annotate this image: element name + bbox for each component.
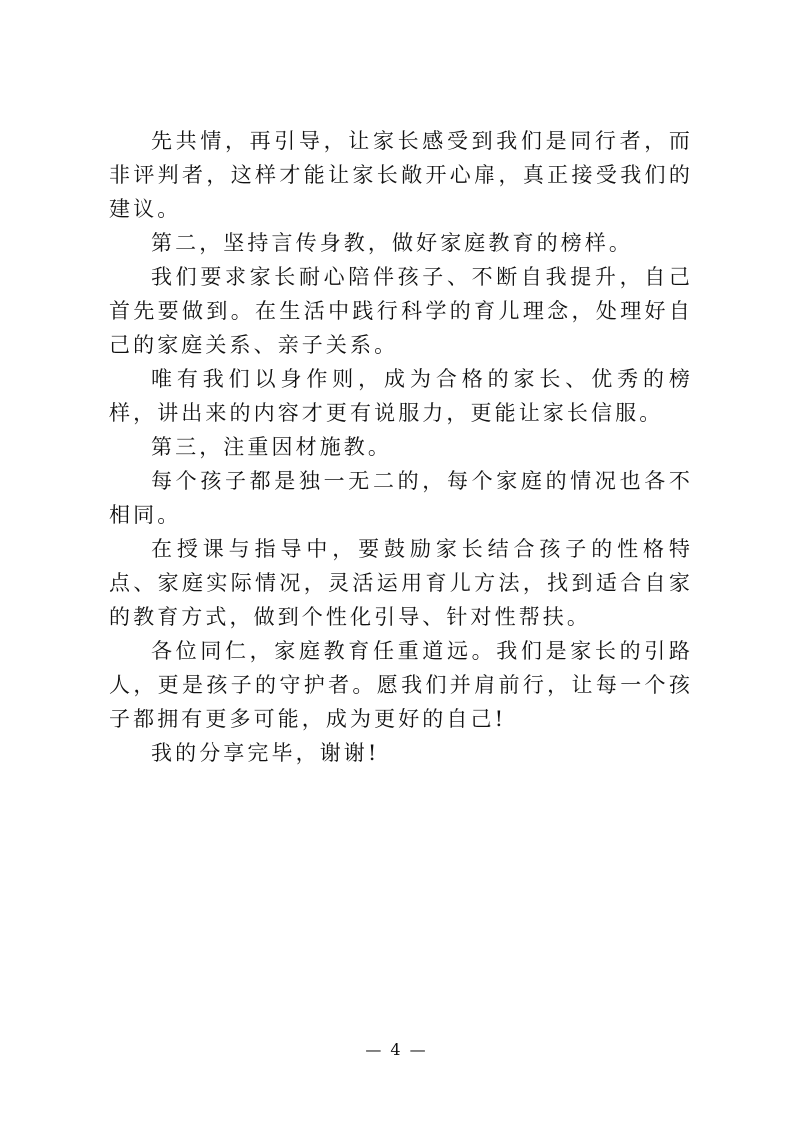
paragraph-personalized-guidance: 在授课与指导中，要鼓励家长结合孩子的性格特点、家庭实际情况，灵活运用育儿方法，找到适合自家的教育方式，做到个性化引导、针对性帮扶。 [109, 537, 693, 629]
paragraph-unique-children: 每个孩子都是独一无二的，每个家庭的情况也各不相同。 [109, 469, 693, 527]
paragraph-lead-by-example: 唯有我们以身作则，成为合格的家长、优秀的榜样，讲出来的内容才更有说服力，更能让家长信服。 [109, 367, 693, 425]
paragraph-point-two-heading: 第二，坚持言传身教，做好家庭教育的榜样。 [151, 231, 633, 255]
paragraph-parents-requirements: 我们要求家长耐心陪伴孩子、不断自我提升，自己首先要做到。在生活中践行科学的育儿理念，处理好自己的家庭关系、亲子关系。 [109, 265, 693, 357]
page-number: — 4 — [365, 1040, 428, 1059]
paragraph-closing-appeal: 各位同仁，家庭教育任重道远。我们是家长的引路人，更是孩子的守护者。愿我们并肩前行，让每一个孩子都拥有更多可能，成为更好的自己! [109, 639, 693, 731]
document-body [109, 124, 693, 770]
paragraph-thanks: 我的分享完毕，谢谢! [151, 741, 380, 765]
paragraph-empathy-first: 先共情，再引导，让家长感受到我们是同行者，而非评判者，这样才能让家长敞开心扉，真正接受我们的建议。 [109, 129, 693, 221]
paragraph-point-three-heading: 第三，注重因材施教。 [151, 435, 392, 459]
